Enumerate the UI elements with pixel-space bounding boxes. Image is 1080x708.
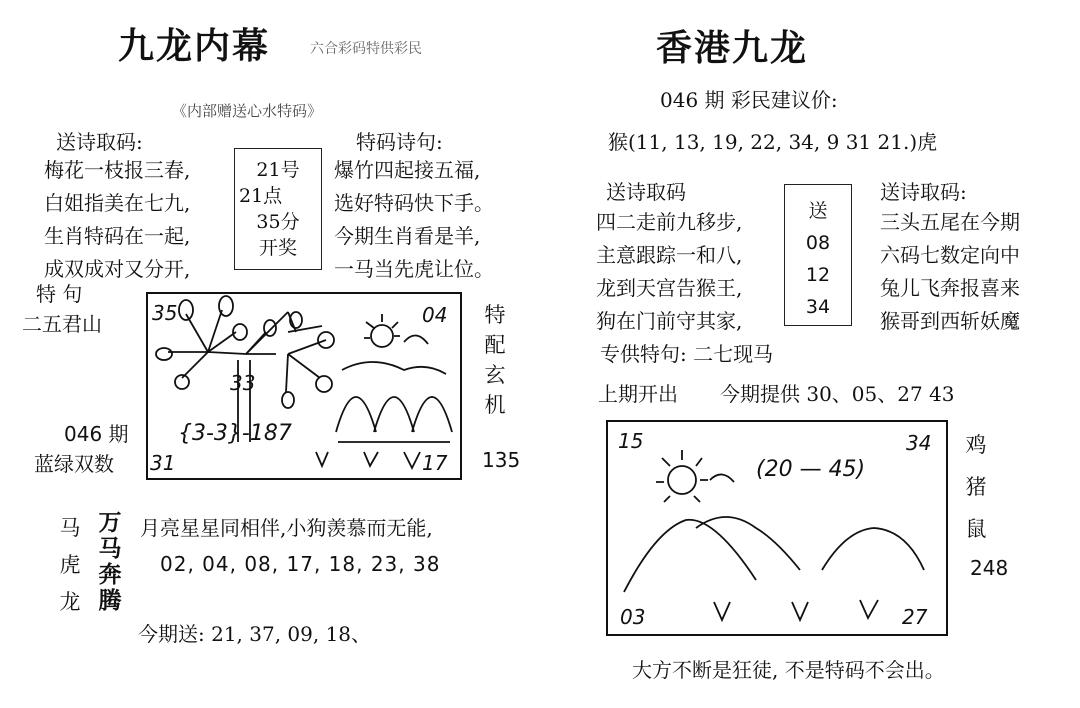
- slogan-char: 万: [98, 509, 122, 536]
- poem-line: 六码七数定向中: [880, 243, 1020, 267]
- draw-hour: 21点: [239, 185, 283, 207]
- draw-date: 21号: [256, 159, 300, 181]
- slogan-char: 马: [98, 535, 122, 562]
- left-side-chars: [481, 300, 509, 420]
- poem-block: [44, 154, 190, 286]
- special-line: 专供特句: 二七现马: [600, 342, 774, 366]
- right-poem-header-left: 送诗取码: [606, 180, 686, 204]
- poem-line: 生肖特码在一起,: [44, 224, 191, 248]
- issue-number: 046 期: [64, 422, 129, 446]
- last-issue-label: 上期开出: [598, 382, 678, 406]
- special-phrase: 二五君山: [22, 312, 102, 336]
- riddle-header: 特码诗句:: [356, 130, 443, 154]
- draw-time-box: [234, 148, 322, 270]
- riddle-line: 一马当先虎让位。: [334, 257, 494, 281]
- left-drawing-formula: {3-3}-187: [178, 421, 292, 446]
- slogan: [96, 510, 124, 614]
- gift-note: 《内部赠送心水特码》: [172, 102, 323, 120]
- side-char: 配: [484, 333, 506, 357]
- give-number: 12: [805, 264, 831, 286]
- right-drawing-bl: 03: [620, 605, 646, 629]
- draw-minute: 35分: [256, 211, 300, 233]
- right-drawing-br: 27: [902, 605, 928, 629]
- left-drawing-tr: 04: [422, 303, 448, 327]
- right-poem-right: [880, 206, 1020, 338]
- poem-header: 送诗取码:: [56, 130, 143, 154]
- color-tip: 蓝绿双数: [34, 452, 114, 476]
- left-title: 九龙内幕: [118, 25, 271, 67]
- right-poem-left: [596, 206, 742, 338]
- animal: 虎: [59, 553, 81, 577]
- left-drawing-br: 17: [422, 451, 448, 475]
- poem-line: 成双成对又分开,: [44, 257, 191, 281]
- provided-numbers: 今期提供 30、05、27 43: [720, 382, 955, 406]
- poem-line: 兔儿飞奔报喜来: [880, 276, 1020, 300]
- monkey-line: 猴(11, 13, 19, 22, 34, 9 31 21.)虎: [608, 130, 938, 154]
- animal: 马: [59, 516, 81, 540]
- riddle-line: 今期生肖看是羊,: [334, 224, 481, 248]
- right-poem-header-right: 送诗取码:: [880, 180, 967, 204]
- side-char: 特: [484, 303, 506, 327]
- right-drawing-tr: 34: [906, 431, 932, 455]
- side-char: 机: [484, 393, 506, 417]
- give-number: 08: [805, 232, 831, 254]
- animal: 龙: [59, 590, 81, 614]
- special-phrase-label: 特 句: [36, 282, 83, 306]
- riddle-line: 爆竹四起接五福,: [334, 158, 481, 182]
- price-line: 046 期 彩民建议价:: [660, 88, 838, 112]
- side-animal: 猪: [965, 475, 987, 499]
- left-subtitle: 六合彩码特供彩民: [310, 41, 422, 57]
- give-box: [784, 184, 852, 326]
- left-drawing-tl: 35: [152, 301, 178, 325]
- right-drawing-tl: 15: [618, 429, 644, 453]
- side-char: 玄: [484, 363, 506, 387]
- left-drawing: [146, 292, 458, 476]
- poem-line: 狗在门前守其家,: [596, 309, 743, 333]
- left-side-number: 135: [482, 448, 521, 472]
- right-drawing: [606, 420, 944, 632]
- riddle-line: 选好特码快下手。: [334, 191, 494, 215]
- left-drawing-bl: 31: [150, 451, 176, 475]
- right-side-number: 248: [970, 556, 1009, 580]
- right-side-animals: [962, 424, 990, 550]
- poem-line: 三头五尾在今期: [880, 210, 1020, 234]
- poem-line: 猴哥到西斩妖魔: [880, 309, 1020, 333]
- give-label-char: 送: [808, 200, 828, 222]
- footer-verse: 大方不断是狂徒, 不是特码不会出。: [632, 658, 945, 682]
- side-animal: 鸡: [965, 433, 987, 457]
- poem-line: 四二走前九移步,: [596, 210, 743, 234]
- verse: 月亮星星同相伴,小狗羡慕而无能,: [140, 516, 433, 540]
- riddle-block: [334, 154, 494, 286]
- right-drawing-formula: (20 — 45): [756, 457, 866, 482]
- right-title: 香港九龙: [656, 27, 809, 69]
- draw-label: 开奖: [258, 237, 297, 259]
- give-number: 34: [805, 296, 831, 318]
- number-list: 02, 04, 08, 17, 18, 23, 38: [160, 552, 441, 576]
- left-animals: [56, 510, 84, 621]
- poem-line: 梅花一枝报三春,: [44, 158, 191, 182]
- poem-line: 龙到天宫告猴王,: [596, 276, 743, 300]
- give-label: 今期送: 21, 37, 09, 18、: [138, 622, 372, 646]
- poem-line: 白姐指美在七九,: [44, 191, 191, 215]
- left-drawing-mark: 33: [230, 371, 256, 395]
- side-animal: 鼠: [965, 517, 987, 541]
- slogan-char: 腾: [98, 587, 122, 614]
- slogan-char: 奔: [98, 561, 122, 588]
- poem-line: 主意跟踪一和八,: [596, 243, 743, 267]
